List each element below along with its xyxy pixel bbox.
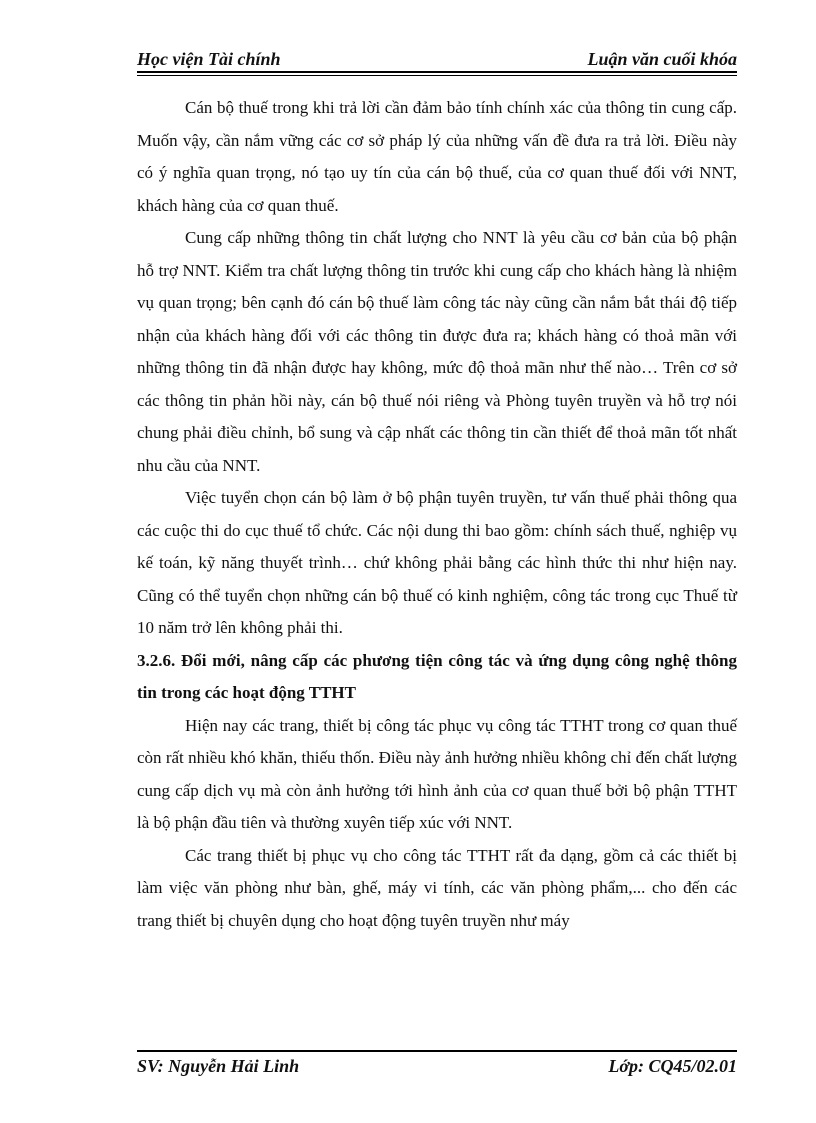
footer-student: SV: Nguyễn Hải Linh xyxy=(137,1056,300,1076)
header-institution: Học viện Tài chính xyxy=(137,49,281,69)
section-heading: 3.2.6. Đổi mới, nâng cấp các phương tiện công tác và ứng dụng công nghệ thông tin trong các hoạt động TTHT xyxy=(137,650,737,702)
page-header xyxy=(137,49,737,71)
paragraph-recruitment: Việc tuyển chọn cán bộ làm ở bộ phận tuyên truyền, tư vấn thuế phải thông qua các cuộc thi do cục thuế tổ chức. Các nội dung thi bao gồm: chính sách thuế, nghiệp vụ kế toán, kỹ năng thuyết trình… chứ không phải bằng các hình thức thi như hiện nay. Cũng có thể tuyển chọn những cán bộ thuế có kinh nghiệm, công tác trong cục Thuế từ 10 năm trở lên không phải thi. xyxy=(137,488,737,637)
header-rule-thin xyxy=(137,75,737,76)
header-doc-type: Luận văn cuối khóa xyxy=(587,49,737,69)
paragraph-equipment-types: Các trang thiết bị phục vụ cho công tác TTHT rất đa dạng, gồm cả các thiết bị làm việc văn phòng như bàn, ghế, máy vi tính, các văn phòng phẩm,... cho đến các trang thiết bị chuyên dụng cho hoạt động tuyên truyền như máy xyxy=(137,845,737,930)
paragraph-accuracy: Cán bộ thuế trong khi trả lời cần đảm bảo tính chính xác của thông tin cung cấp. Muốn vậy, cần nắm vững các cơ sở pháp lý của những vấn đề đưa ra trả lời. Điều này có ý nghĩa quan trọng, nó tạo uy tín của cán bộ thuế, của cơ quan thuế đối với NNT, khách hàng của cơ quan thuế. xyxy=(137,98,737,215)
body-text xyxy=(137,92,737,937)
header-rule xyxy=(137,71,737,73)
paragraph-equipment-status: Hiện nay các trang, thiết bị công tác phục vụ công tác TTHT trong cơ quan thuế còn rất nhiều khó khăn, thiếu thốn. Điều này ảnh hưởng nhiều không chỉ đến chất lượng cung cấp dịch vụ mà còn ảnh hưởng tới hình ảnh của cơ quan thuế bởi bộ phận TTHT là bộ phận đầu tiên và thường xuyên tiếp xúc với NNT. xyxy=(137,715,737,832)
paragraph-quality: Cung cấp những thông tin chất lượng cho NNT là yêu cầu cơ bản của bộ phận hỗ trợ NNT. Kiểm tra chất lượng thông tin trước khi cung cấp cho khách hàng là nhiệm vụ quan trọng; bên cạnh đó cán bộ thuế làm công tác này cũng cần nắm bắt thái độ tiếp nhận của khách hàng đối với các thông tin được đưa ra; khách hàng có thoả mãn với những thông tin đã nhận được hay không, mức độ thoả mãn như thế nào… Trên cơ sở các thông tin phản hồi này, cán bộ thuế nói riêng và Phòng tuyên truyền và hỗ trợ nói chung phải điều chỉnh, bổ sung và cập nhất các thông tin cần thiết để thoả mãn tốt nhất nhu cầu của NNT. xyxy=(137,228,737,475)
footer-rule xyxy=(137,1050,737,1052)
page-footer xyxy=(137,1056,737,1078)
footer-class: Lớp: CQ45/02.01 xyxy=(608,1056,737,1076)
